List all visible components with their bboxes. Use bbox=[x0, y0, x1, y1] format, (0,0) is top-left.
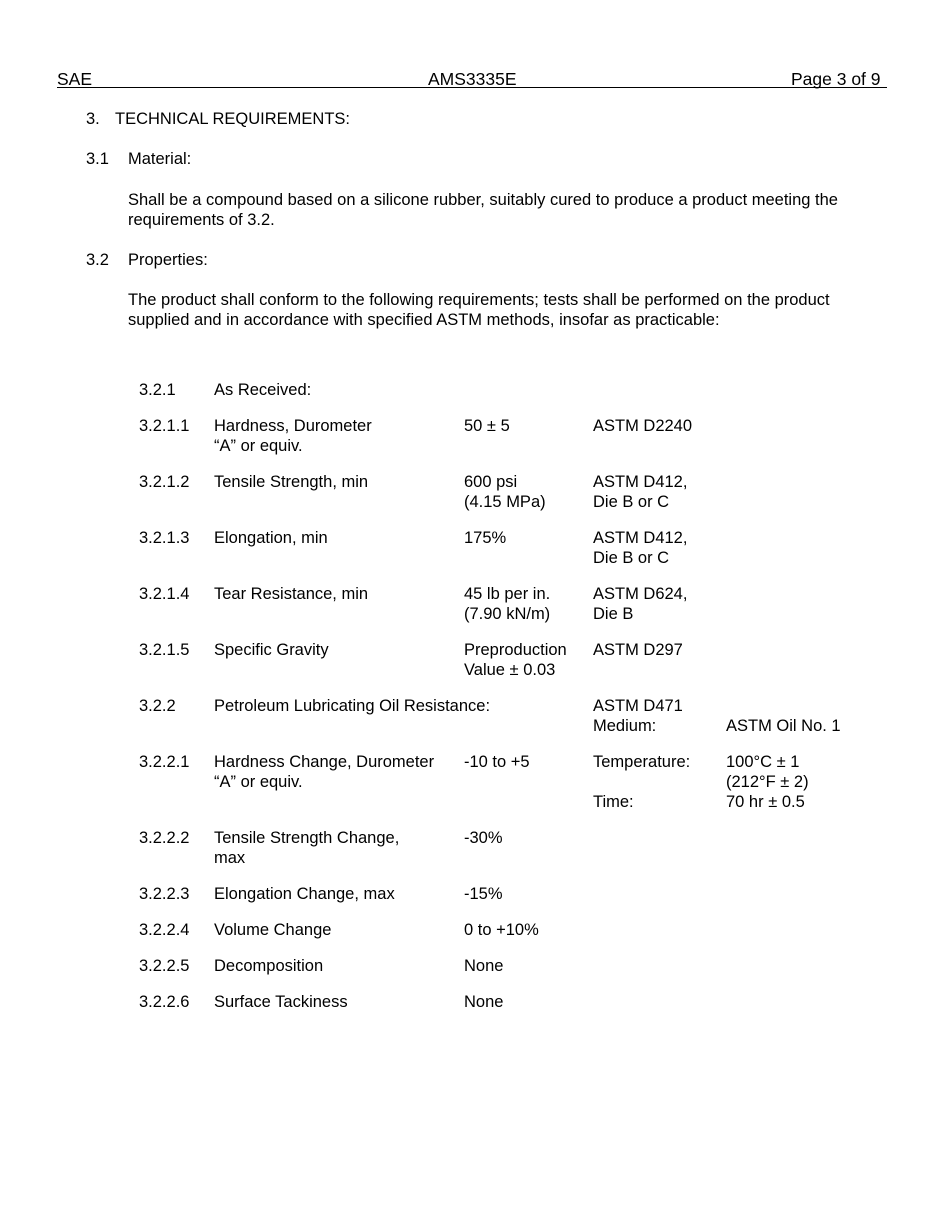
row-description: Tear Resistance, min bbox=[214, 585, 369, 603]
row-number: 3.2.2 bbox=[139, 697, 176, 715]
row-value: -15% bbox=[464, 885, 503, 903]
header-center: AMS3335E bbox=[428, 69, 517, 89]
row-number: 3.2.1.5 bbox=[139, 641, 190, 659]
row-description: Decomposition bbox=[214, 957, 324, 975]
row-method: ASTM D624, Die B bbox=[593, 585, 688, 623]
header-rule bbox=[57, 87, 887, 88]
section-3-number: 3. bbox=[86, 110, 100, 128]
row-number: 3.2.2.6 bbox=[139, 993, 190, 1011]
row-description: Elongation Change, max bbox=[214, 885, 395, 903]
section-3-2-text: The product shall conform to the following requirements; tests shall be performed on the product supplied and in accordance with specified ASTM methods, insofar as practicable: bbox=[128, 291, 830, 329]
row-method: ASTM D2240 bbox=[593, 417, 693, 435]
row-method: ASTM D412, Die B or C bbox=[593, 473, 688, 511]
row-number: 3.2.2.4 bbox=[139, 921, 190, 939]
row-description: Tensile Strength Change, max bbox=[214, 829, 400, 867]
row-value: 175% bbox=[464, 529, 507, 547]
row-method-time: Time: bbox=[593, 793, 634, 811]
row-description: Surface Tackiness bbox=[214, 993, 348, 1011]
row-value: None bbox=[464, 957, 504, 975]
row-method: ASTM D471 Medium: bbox=[593, 697, 683, 735]
section-3-title: TECHNICAL REQUIREMENTS: bbox=[115, 110, 350, 128]
row-description: As Received: bbox=[214, 381, 312, 399]
header-right: Page 3 of 9 bbox=[791, 69, 881, 89]
row-description: Hardness, Durometer “A” or equiv. bbox=[214, 417, 372, 455]
row-number: 3.2.1.3 bbox=[139, 529, 190, 547]
row-description: Elongation, min bbox=[214, 529, 328, 547]
row-method: ASTM D297 bbox=[593, 641, 683, 659]
row-number: 3.2.2.2 bbox=[139, 829, 190, 847]
row-number: 3.2.2.5 bbox=[139, 957, 190, 975]
row-value: -30% bbox=[464, 829, 503, 847]
row-method: Temperature: bbox=[593, 753, 691, 771]
row-number: 3.2.2.3 bbox=[139, 885, 190, 903]
row-description: Hardness Change, Durometer “A” or equiv. bbox=[214, 753, 435, 791]
row-number: 3.2.1.4 bbox=[139, 585, 190, 603]
row-value: 50 ± 5 bbox=[464, 417, 510, 435]
row-description: Tensile Strength, min bbox=[214, 473, 369, 491]
section-3-2-title: Properties: bbox=[128, 251, 208, 269]
row-test-condition-time: 70 hr ± 0.5 bbox=[726, 793, 805, 811]
row-value: 45 lb per in. (7.90 kN/m) bbox=[464, 585, 551, 623]
header-left: SAE bbox=[57, 69, 93, 89]
row-value: Preproduction Value ± 0.03 bbox=[464, 641, 567, 679]
row-value: -10 to +5 bbox=[464, 753, 530, 771]
section-3-1-text: Shall be a compound based on a silicone rubber, suitably cured to produce a product meeting the requirements of 3.2. bbox=[128, 191, 838, 229]
row-test-condition: ASTM Oil No. 1 bbox=[726, 717, 841, 735]
row-description: Specific Gravity bbox=[214, 641, 329, 659]
row-value: 600 psi (4.15 MPa) bbox=[464, 473, 546, 511]
row-description: Petroleum Lubricating Oil Resistance: bbox=[214, 697, 491, 715]
row-number: 3.2.1 bbox=[139, 381, 176, 399]
row-number: 3.2.2.1 bbox=[139, 753, 190, 771]
section-3-1-number: 3.1 bbox=[86, 150, 109, 168]
row-value: 0 to +10% bbox=[464, 921, 539, 939]
row-description: Volume Change bbox=[214, 921, 332, 939]
section-3-2-number: 3.2 bbox=[86, 251, 109, 269]
row-number: 3.2.1.1 bbox=[139, 417, 190, 435]
row-value: None bbox=[464, 993, 504, 1011]
row-test-condition: 100°C ± 1 (212°F ± 2) bbox=[726, 753, 809, 791]
row-method: ASTM D412, Die B or C bbox=[593, 529, 688, 567]
row-number: 3.2.1.2 bbox=[139, 473, 190, 491]
section-3-1-title: Material: bbox=[128, 150, 192, 168]
